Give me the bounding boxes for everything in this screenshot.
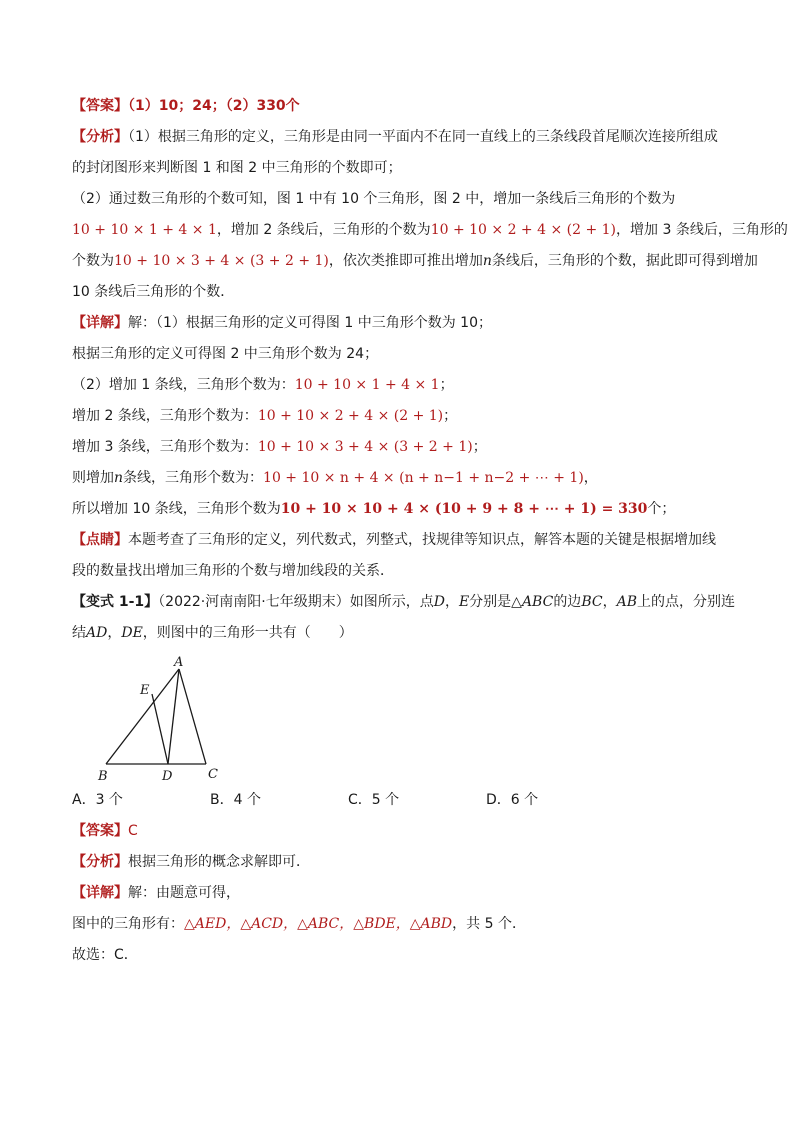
detail-2-line-3: 故选：C． (72, 947, 138, 963)
segment-label: BC (581, 594, 603, 610)
text-run: ，增加 3 条线后，三角形的 (616, 222, 788, 238)
text-run: ； (439, 377, 454, 393)
analysis-2 (72, 852, 732, 872)
analysis-1-line-6: 10 条线后三角形的个数． (72, 284, 235, 300)
text-run: 的边 (553, 594, 582, 610)
answer-text: （1）10；24；（2）330个 (128, 98, 300, 114)
detail-tag: 【详解】 (72, 885, 128, 901)
formula: 10 + 10 × 2 + 4 × (2 + 1) (257, 408, 444, 424)
text-run: 则增加 (72, 470, 114, 486)
variable-n: n (114, 470, 124, 486)
text-run: 所以增加 10 条线，三角形个数为 (72, 501, 281, 517)
text-run: ，共 5 个． (452, 916, 526, 932)
detail-1-line-2: 根据三角形的定义可得图 2 中三角形个数为 24； (72, 346, 379, 362)
text-run: 条线后，三角形的个数，据此即可得到增加 (491, 253, 758, 269)
options-row (72, 790, 732, 810)
formula: 10 + 10 × 10 + 4 × (10 + 9 + 8 + ⋯ + 1) = 330 (280, 501, 648, 517)
detail-1-line-7 (72, 499, 732, 519)
segment-de (152, 694, 168, 764)
text-run: ，则图中的三角形一共有（ ） (142, 625, 353, 641)
analysis-1-line-5 (72, 251, 758, 271)
segment-label: AD (86, 625, 108, 641)
option-b: B．4 个 (210, 792, 261, 808)
detail-2-line-2 (72, 914, 732, 934)
text-run: 图中的三角形有： (72, 916, 184, 932)
segment-label: AB (616, 594, 637, 610)
answer-2 (72, 821, 732, 841)
text-run: ， (444, 594, 459, 610)
text-run: 个数为 (72, 253, 114, 269)
comment-tag: 【点睛】 (72, 532, 128, 548)
answer-tag: 【答案】 (72, 98, 128, 114)
text-run: 条线，三角形个数为： (123, 470, 264, 486)
option-a: A．3 个 (72, 792, 123, 808)
analysis-1-line-4 (72, 220, 788, 240)
formula: 10 + 10 × 3 + 4 × (3 + 2 + 1) (257, 439, 473, 455)
triangle-figure (84, 654, 224, 784)
option-d: D．6 个 (486, 792, 539, 808)
detail-1-line-5 (72, 437, 732, 457)
analysis-1-line-3: （2）通过数三角形的个数可知，图 1 中有 10 个三角形，图 2 中，增加一条线后三角形的个数为 (72, 191, 676, 207)
text-run: 结 (72, 625, 86, 641)
text-run: 解：由题意可得， (128, 885, 240, 901)
formula: 10 + 10 × 1 + 4 × 1 (72, 222, 217, 238)
triangle-list: △AED，△ACD，△ABC，△BDE，△ABD (184, 916, 453, 932)
analysis-tag: 【分析】 (72, 854, 128, 870)
segment-ad (168, 669, 179, 764)
text-run: 上的点，分别连 (636, 594, 735, 610)
text-run: （2022·河南南阳·七年级期末）如图所示，点 (158, 594, 434, 610)
text-run: 增加 2 条线，三角形个数为： (72, 408, 258, 424)
text-run: 根据三角形的概念求解即可． (128, 854, 310, 870)
label-e: E (140, 683, 150, 698)
label-c: C (208, 767, 218, 782)
triangle-label: △ABC (511, 594, 554, 610)
detail-1-line-4 (72, 406, 732, 426)
text-run: 解：（1）根据三角形的定义可得图 1 中三角形个数为 10； (128, 315, 492, 331)
label-b: B (98, 769, 108, 784)
answer-tag: 【答案】 (72, 823, 128, 839)
text-run: ； (443, 408, 458, 424)
variable-n: n (482, 253, 492, 269)
analysis-tag: 【分析】 (72, 129, 128, 145)
detail-tag: 【详解】 (72, 315, 128, 331)
variant-line-2 (72, 623, 732, 643)
label-d: D (162, 769, 173, 784)
segment-ac (179, 669, 206, 764)
text-run: ，依次类推即可推出增加 (328, 253, 483, 269)
text-run: （2）增加 1 条线，三角形个数为： (72, 377, 295, 393)
option-c: C．5 个 (348, 792, 400, 808)
text-run: 增加 3 条线，三角形个数为： (72, 439, 258, 455)
answer-1 (72, 96, 732, 116)
detail-1-line-1 (72, 313, 732, 333)
text-run: ； (472, 439, 487, 455)
text-run: ， (602, 594, 617, 610)
text-run: ，增加 2 条线后，三角形的个数为 (216, 222, 431, 238)
segment-label: DE (121, 625, 143, 641)
comment-line-1 (72, 530, 732, 550)
analysis-1-line-1 (72, 127, 732, 147)
text-run: 分别是 (469, 594, 512, 610)
label-a: A (174, 655, 184, 670)
text-run: 本题考查了三角形的定义，列代数式，列整式，找规律等知识点，解答本题的关键是根据增加线 (128, 532, 716, 548)
text-run: 个； (647, 501, 676, 517)
variant-line-1 (72, 592, 735, 612)
formula: 10 + 10 × 1 + 4 × 1 (294, 377, 440, 393)
detail-2-line-1 (72, 883, 732, 903)
comment-line-2: 段的数量找出增加三角形的个数与增加线段的关系． (72, 563, 394, 579)
detail-1-line-6 (72, 468, 732, 488)
analysis-text: （1）根据三角形的定义，三角形是由同一平面内不在同一直线上的三条线段首尾顺次连接所组成 (128, 129, 718, 145)
detail-1-line-3 (72, 375, 732, 395)
point-label: D (433, 594, 445, 610)
formula: 10 + 10 × 2 + 4 × (2 + 1) (430, 222, 617, 238)
answer-text: C (128, 823, 138, 839)
text-run: ， (583, 470, 598, 486)
point-label: E (458, 594, 470, 610)
variant-tag: 【变式 1-1】 (72, 594, 159, 610)
formula: 10 + 10 × 3 + 4 × (3 + 2 + 1) (114, 253, 329, 269)
analysis-1-line-2: 的封闭图形来判断图 1 和图 2 中三角形的个数即可； (72, 160, 402, 176)
document-page (72, 96, 788, 976)
formula: 10 + 10 × n + 4 × (n + n−1 + n−2 + ⋯ + 1) (263, 470, 584, 486)
text-run: ， (107, 625, 122, 641)
